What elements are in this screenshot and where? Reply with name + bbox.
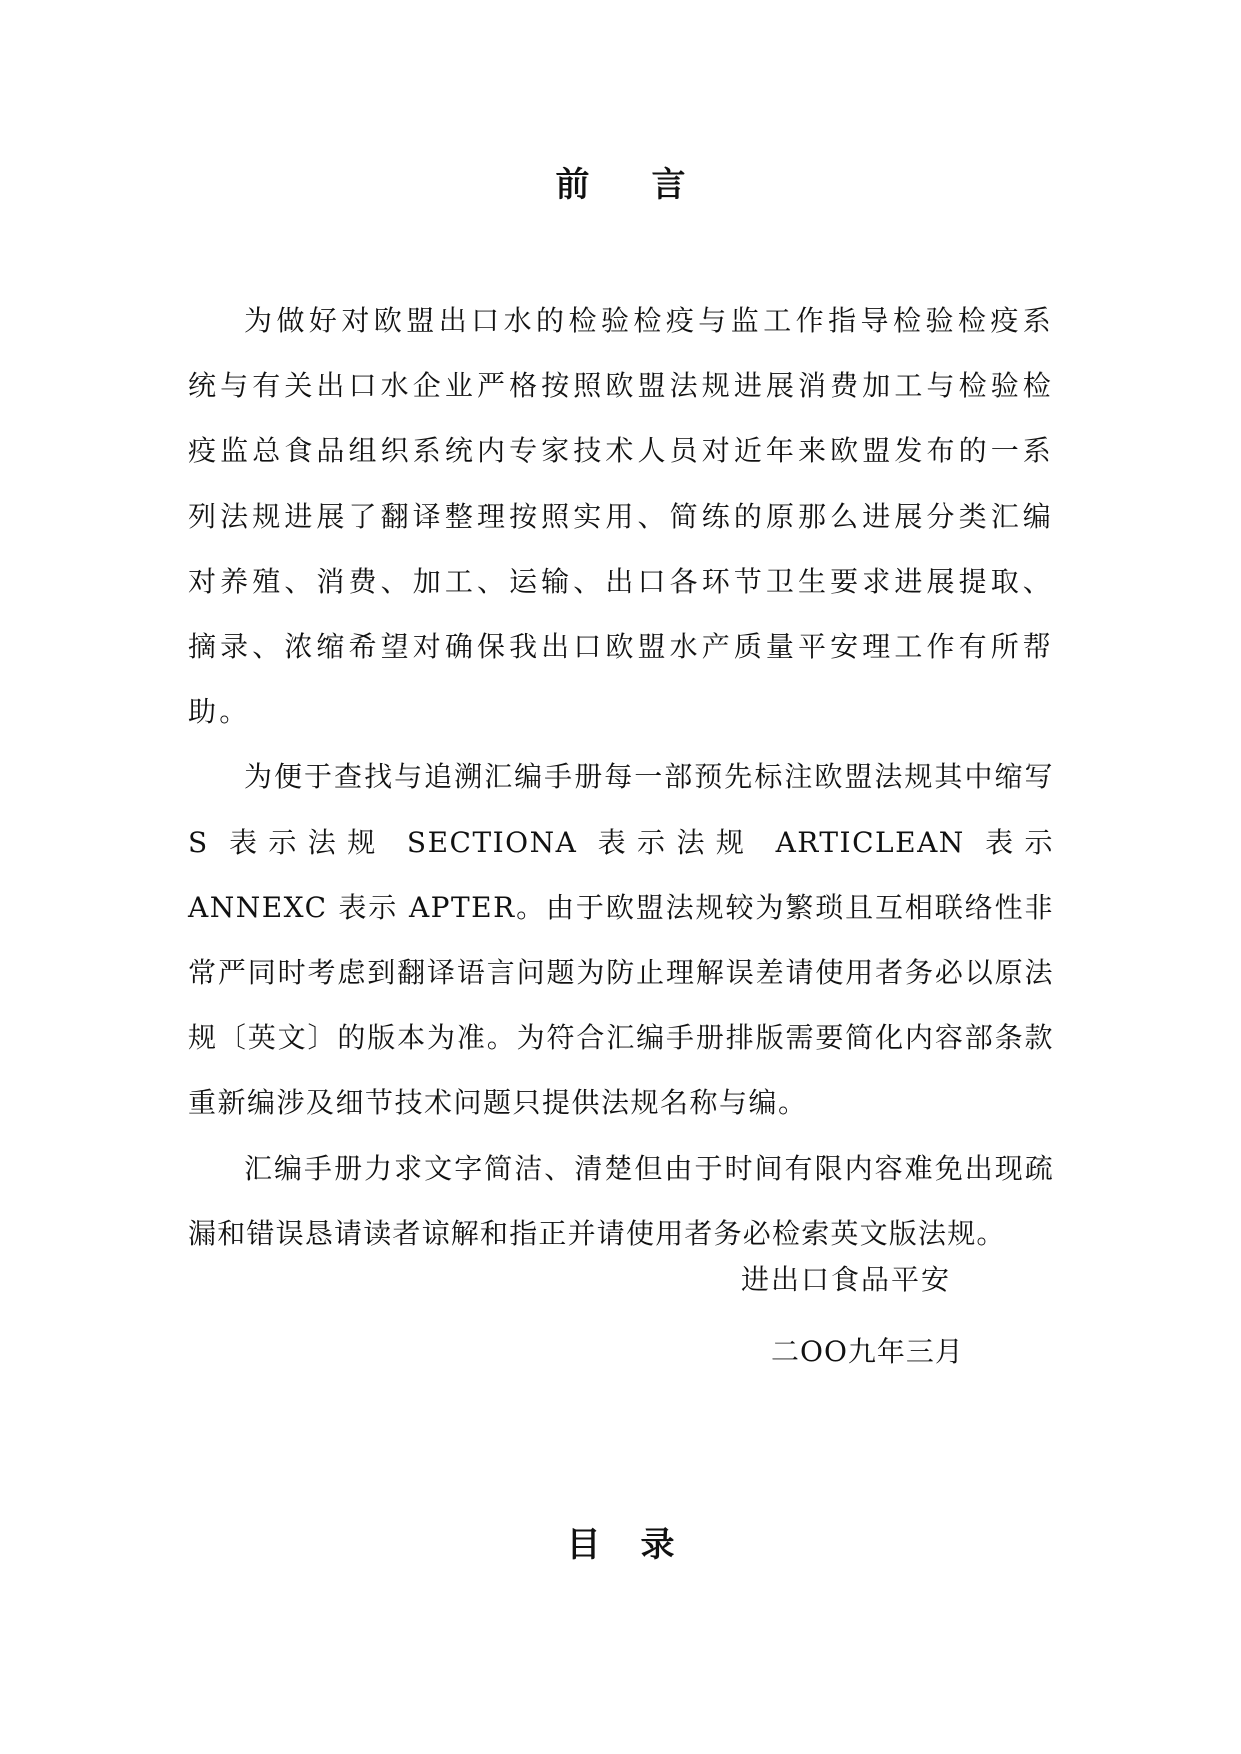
- preface-title-char-1: 前: [555, 165, 590, 205]
- toc-title: [0, 1525, 1241, 1565]
- preface-body: [188, 288, 1054, 1266]
- signature-date: 二OO九年三月: [771, 1335, 964, 1368]
- signature-organization: 进出口食品平安: [741, 1263, 952, 1296]
- preface-paragraph-2: 为便于查找与追溯汇编手册每一部预先标注欧盟法规其中缩写S 表示法规 SECTIONA 表示法规 ARTICLEAN 表示 ANNEXC 表示 APTER。由于欧盟法规较为繁琐且互相联络性非常严同时考虑到翻译语言问题为防止理解误差请使用者务必以原法规〔英文〕的版本为准。为符合汇编手册排版需要简化内容部条款重新编涉及细节技术问题只提供法规名称与编。: [188, 760, 1054, 1120]
- preface-paragraph-3: 汇编手册力求文字简洁、清楚但由于时间有限内容难免出现疏漏和错误恳请读者谅解和指正并请使用者务必检索英文版法规。: [188, 1151, 1054, 1250]
- toc-title-char-1: 目: [566, 1525, 601, 1565]
- toc-title-char-2: 录: [640, 1525, 675, 1565]
- preface-paragraph-1: 为做好对欧盟出口水的检验检疫与监工作指导检验检疫系统与有关出口水企业严格按照欧盟法规进展消费加工与检验检疫监总食品组织系统内专家技术人员对近年来欧盟发布的一系列法规进展了翻译整理按照实用、简练的原那么进展分类汇编对养殖、消费、加工、运输、出口各环节卫生要求进展提取、摘录、浓缩希望对确保我出口欧盟水产质量平安理工作有所帮助。: [188, 304, 1054, 729]
- preface-title: [0, 165, 1241, 205]
- preface-title-char-2: 言: [651, 165, 686, 205]
